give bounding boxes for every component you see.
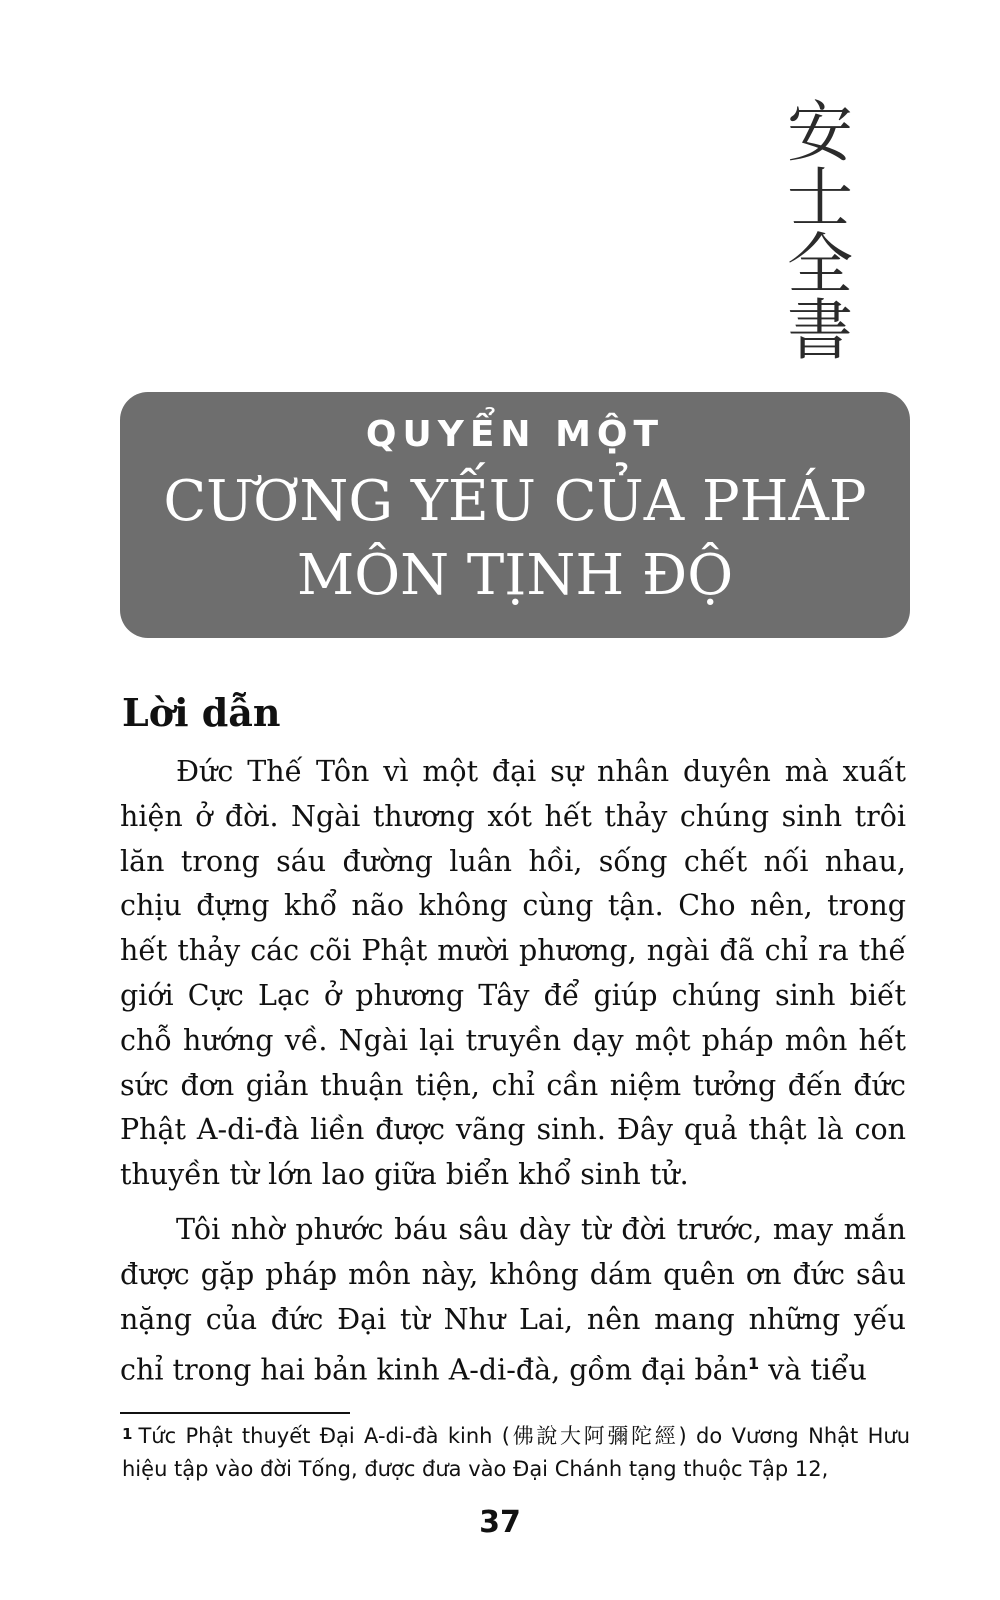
footnote-ref: 1 [748, 1354, 760, 1374]
section-heading: Lời dẫn [122, 690, 281, 735]
footnote-number: 1 [122, 1425, 133, 1443]
footnote-text: Tức Phật thuyết Đại A-di-đà kinh (佛說大阿彌陀經) do Vương Nhật Hưu hiệu tập vào đời Tống, được đưa vào Đại Chánh tạng thuộc Tập 12, [122, 1424, 910, 1481]
chapter-label: QUYỂN MỘT [365, 414, 665, 455]
page-number: 37 [479, 1505, 521, 1540]
paragraph-2 [120, 1208, 906, 1394]
paragraph-2-text: Tôi nhờ phước báu sâu dày từ đời trước, may mắn được gặp pháp môn này, không dám quên ơn đức sâu nặng của đức Đại từ Như Lai, nên mang những yếu chỉ trong hai bản kinh A-di-đà, gồm đại bản [120, 1212, 906, 1387]
body-text [120, 750, 906, 1404]
footnote [122, 1420, 910, 1486]
footnote-divider [120, 1412, 350, 1414]
paragraph-2-tail: và tiểu [759, 1353, 867, 1387]
chapter-banner [120, 392, 910, 638]
paragraph-1: Đức Thế Tôn vì một đại sự nhân duyên mà xuất hiện ở đời. Ngài thương xót hết thảy chúng sinh trôi lăn trong sáu đường luân hồi, sống chết nối nhau, chịu đựng khổ não không cùng tận. Cho nên, trong hết thảy các cõi Phật mười phương, ngài đã chỉ ra thế giới Cực Lạc ở phương Tây để giúp chúng sinh biết chỗ hướng về. Ngài lại truyền dạy một pháp môn hết sức đơn giản thuận tiện, chỉ cần niệm tưởng đến đức Phật A-di-đà liền được vãng sinh. Đây quả thật là con thuyền từ lớn lao giữa biển khổ sinh tử. [120, 755, 906, 1192]
chapter-title: CƯƠNG YẾU CỦA PHÁP MÔN TỊNH ĐỘ [163, 469, 867, 608]
book-title-seal: 安士全書 [787, 94, 853, 369]
